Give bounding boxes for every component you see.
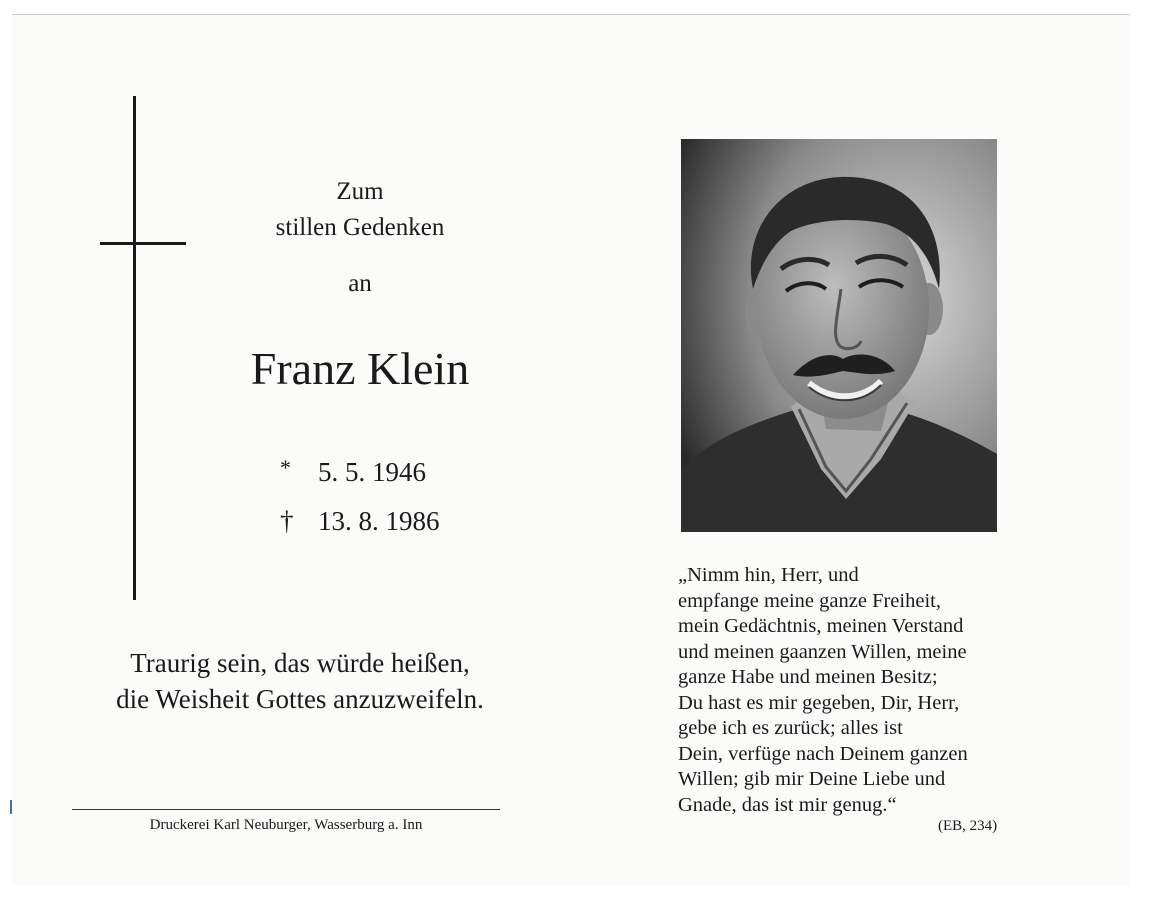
death-date: 13. 8. 1986 xyxy=(318,506,440,536)
prayer-line: Du hast es mir gegeben, Dir, Herr, xyxy=(678,691,960,714)
prayer-text xyxy=(678,563,968,818)
prayer-line: „Nimm hin, Herr, und xyxy=(678,564,859,586)
printer-credit: Druckerei Karl Neuburger, Wasserburg a. Inn xyxy=(149,817,423,833)
birth-date: 5. 5. 1946 xyxy=(318,457,426,487)
verse-line-2: die Weisheit Gottes anzuzweifeln. xyxy=(116,684,484,714)
prayer-line: empfange meine ganze Freiheit, xyxy=(678,589,941,612)
portrait-illustration xyxy=(681,139,997,532)
prayer-line: Gnade, das ist mir genug.“ xyxy=(678,793,897,816)
heading-line-2: stillen Gedenken xyxy=(275,214,445,241)
birth-date-row xyxy=(280,455,426,488)
prayer-line: ganze Habe und meinen Besitz; xyxy=(678,666,938,688)
death-date-row xyxy=(280,506,440,537)
prayer-reference: (EB, 234) xyxy=(938,818,998,834)
heading-line-1: Zum xyxy=(336,178,384,205)
printer-divider xyxy=(72,809,500,810)
prayer-line: und meinen gaanzen Willen, meine xyxy=(678,640,967,663)
prayer-line: gebe ich es zurück; alles ist xyxy=(678,717,903,739)
deceased-name: Franz Klein xyxy=(250,343,470,394)
cross-icon-vertical xyxy=(133,96,136,600)
portrait-photo xyxy=(681,139,997,532)
verse-line-1: Traurig sein, das würde heißen, xyxy=(130,648,470,678)
birth-symbol: * xyxy=(280,455,291,480)
heading-line-3: an xyxy=(348,270,372,297)
scan-edge-mark xyxy=(10,800,12,814)
prayer-line: mein Gedächtnis, meinen Verstand xyxy=(678,615,964,637)
cross-icon-horizontal xyxy=(100,242,186,245)
prayer-line: Willen; gib mir Deine Liebe und xyxy=(678,768,946,790)
death-symbol: † xyxy=(280,506,294,536)
prayer-line: Dein, verfüge nach Deinem ganzen xyxy=(678,742,968,765)
